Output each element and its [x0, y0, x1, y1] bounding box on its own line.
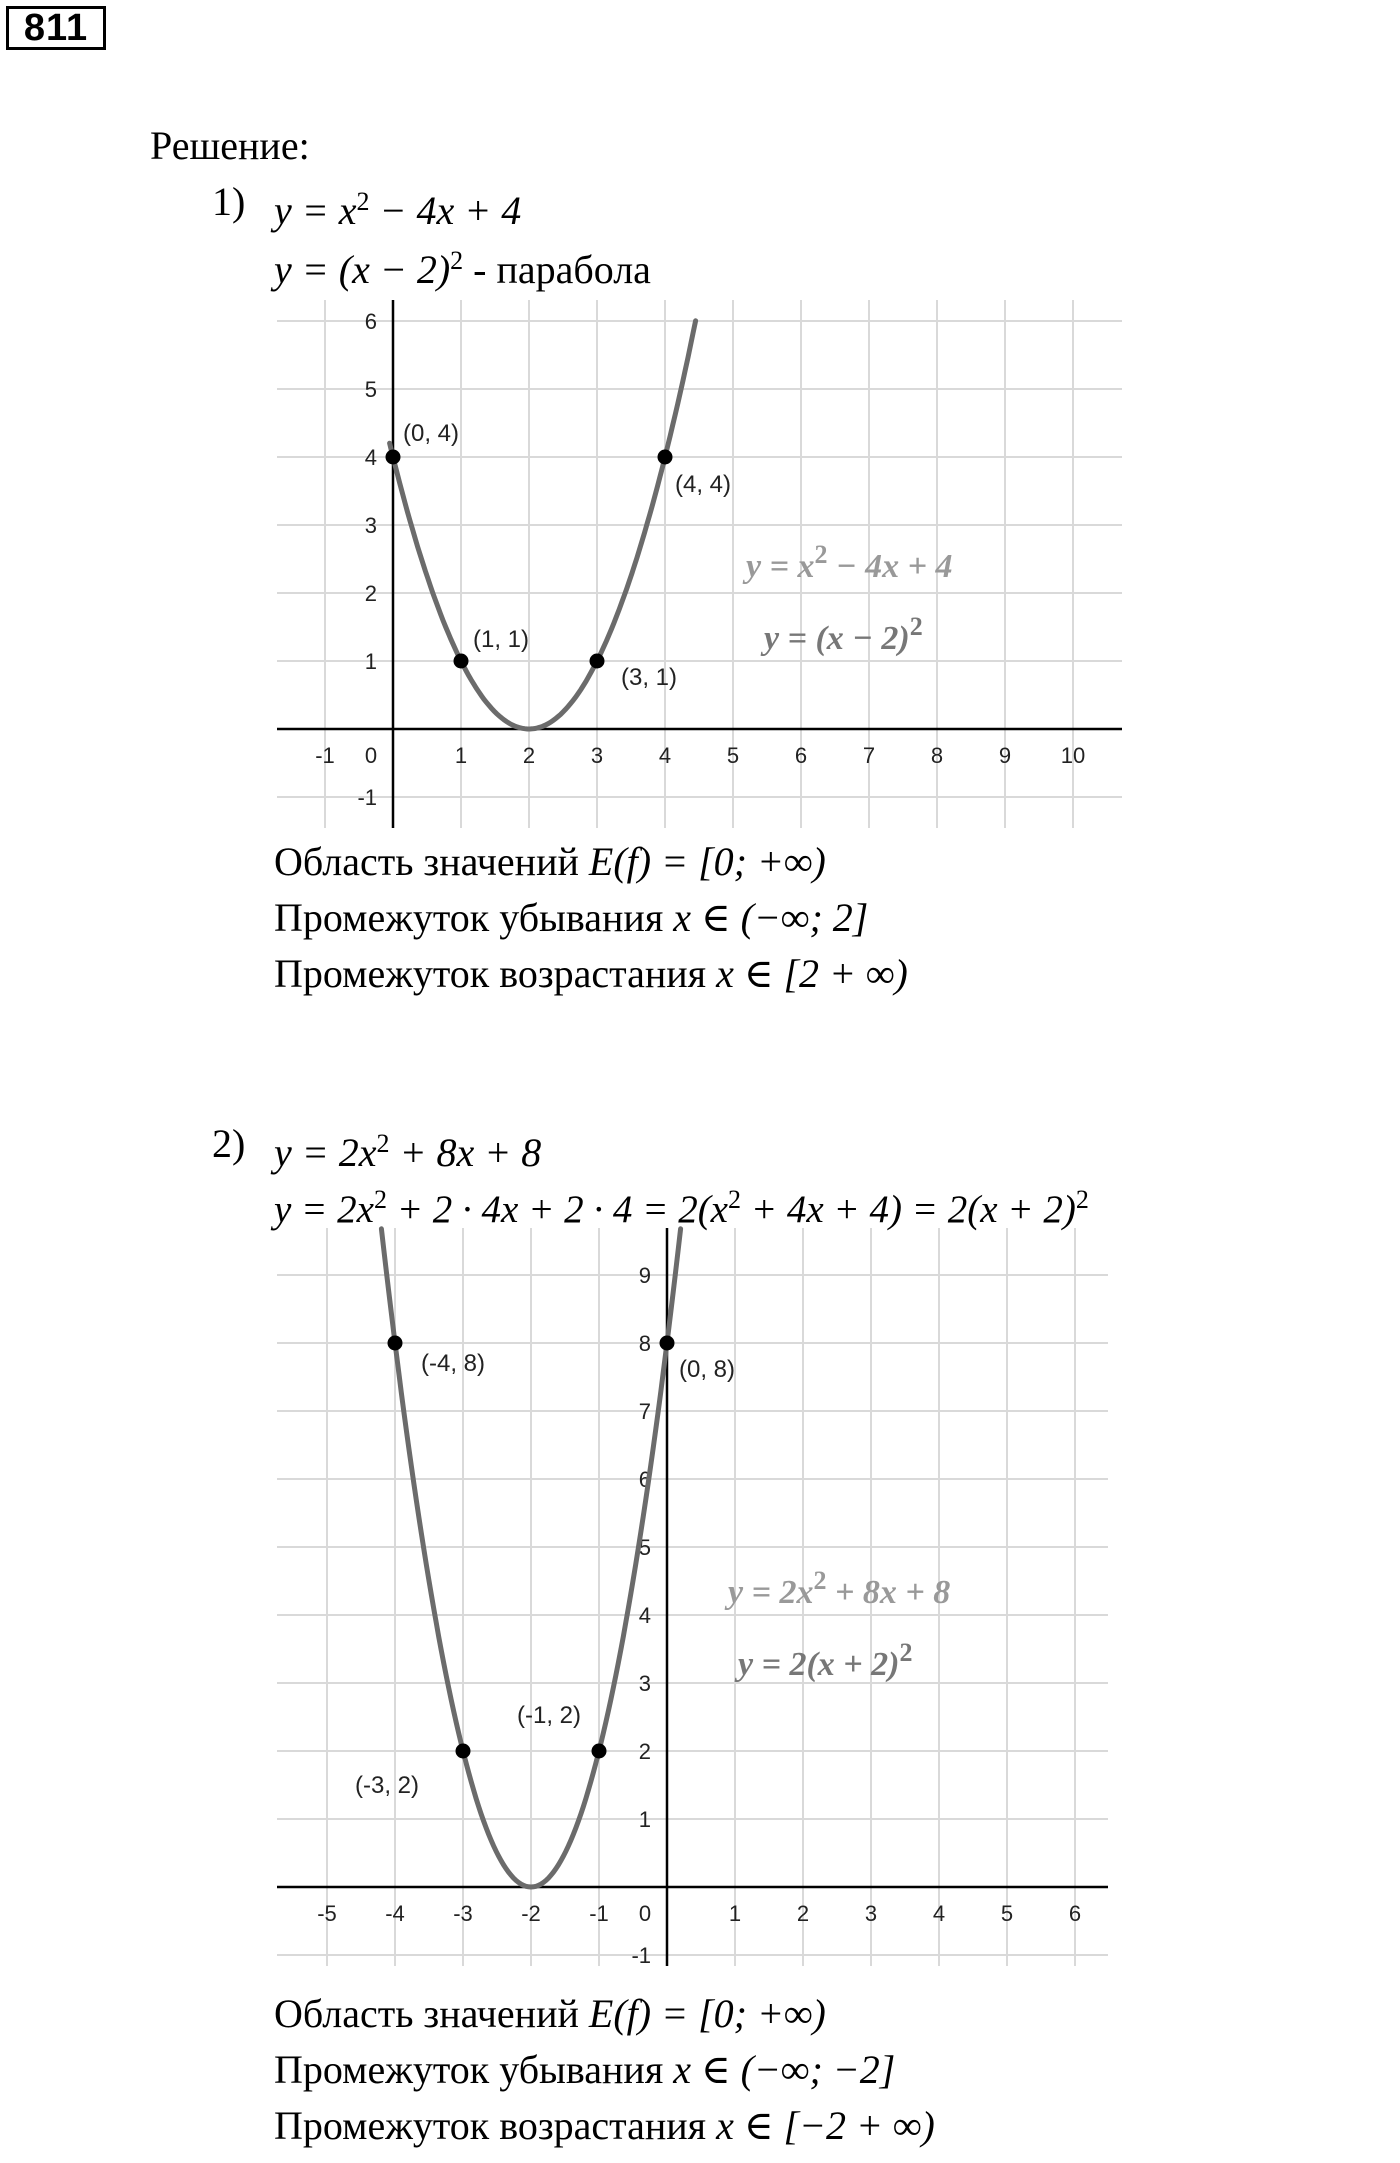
x-tick-label: -4 [385, 1901, 405, 1926]
y-tick-label: 1 [364, 649, 377, 674]
increase-label: Промежуток возрастания [274, 951, 717, 996]
graph2-label-1 [728, 1566, 950, 1612]
data-point [386, 450, 401, 465]
eq-rhs: - парабола [463, 247, 651, 292]
graph-2 [277, 1228, 1108, 1968]
y-tick-label: 7 [638, 1399, 651, 1424]
graph1-label-1 [746, 540, 952, 586]
part1-number: 1) [212, 179, 246, 224]
point-label: (0, 8) [679, 1356, 736, 1383]
y-tick-label: 4 [638, 1603, 651, 1628]
data-point [590, 654, 605, 669]
y-tick-label: 3 [638, 1671, 651, 1696]
y-tick-label: 8 [638, 1331, 651, 1356]
decrease-value: x ∈ (−∞; −2] [673, 2047, 896, 2092]
y-tick-label: 2 [364, 581, 377, 606]
label-exponent: 2 [909, 612, 923, 641]
y-tick-label: -1 [631, 1943, 651, 1968]
increase-value: x ∈ [2 + ∞) [716, 951, 908, 996]
label-rest: − 4x + 4 [827, 548, 953, 585]
point-label: (1, 1) [473, 626, 530, 653]
part2-equation-2 [274, 1176, 1089, 1234]
decrease-label: Промежуток убывания [274, 895, 674, 940]
y-tick-label: 3 [364, 513, 377, 538]
x-tick-label: 3 [590, 743, 604, 768]
label-main: y = 2(x + 2) [738, 1646, 900, 1683]
eq-lhs: y = x [274, 188, 357, 233]
graph-1 [277, 300, 1122, 828]
decrease-value: x ∈ (−∞; 2] [673, 895, 869, 940]
point-label: (3, 1) [621, 664, 678, 691]
x-tick-label: 0 [638, 1901, 652, 1926]
x-tick-label: -1 [589, 1901, 609, 1926]
y-tick-label: 4 [364, 445, 377, 470]
x-tick-label: 5 [1000, 1901, 1014, 1926]
data-point [658, 450, 673, 465]
eq-exponent: 2 [376, 1129, 390, 1158]
x-tick-label: 2 [522, 743, 536, 768]
eq-lhs: y = 2x [274, 1130, 377, 1175]
y-tick-label: 1 [638, 1807, 651, 1832]
x-tick-label: -3 [453, 1901, 473, 1926]
point-label: (-1, 2) [517, 1702, 582, 1729]
decrease-label: Промежуток убывания [274, 2047, 674, 2092]
eq-exponent-3: 2 [1075, 1185, 1089, 1214]
x-tick-label: -1 [315, 743, 335, 768]
point-label: (4, 4) [675, 471, 732, 498]
x-tick-label: 3 [864, 1901, 878, 1926]
x-tick-label: 1 [728, 1901, 742, 1926]
label-exponent: 2 [899, 1638, 913, 1667]
x-tick-label: 0 [364, 743, 378, 768]
y-tick-label: 6 [638, 1467, 651, 1492]
point-label: (-4, 8) [421, 1350, 486, 1377]
point-label: (-3, 2) [355, 1772, 420, 1799]
range-label: Область значений [274, 1991, 589, 2036]
x-tick-label: 1 [454, 743, 468, 768]
increase-value: x ∈ [−2 + ∞) [716, 2103, 935, 2148]
eq-part-a: y = 2x [274, 1188, 374, 1231]
solution-heading: Решение: [150, 123, 310, 168]
x-tick-label: 2 [796, 1901, 810, 1926]
eq-exponent-1: 2 [373, 1185, 387, 1214]
x-tick-label: 4 [658, 743, 672, 768]
part2-increase [274, 2102, 935, 2150]
increase-label: Промежуток возрастания [274, 2103, 717, 2148]
eq-rhs: + 8x + 8 [389, 1130, 542, 1175]
graph1-label-2 [764, 612, 923, 658]
label-main: y = 2x [728, 1574, 814, 1611]
y-tick-label: -1 [357, 785, 377, 810]
data-point [388, 1336, 403, 1351]
label-exponent: 2 [814, 540, 828, 569]
data-point [456, 1744, 471, 1759]
y-tick-label: 5 [364, 377, 377, 402]
y-tick-label: 5 [638, 1535, 651, 1560]
label-rest: + 8x + 8 [826, 1574, 951, 1611]
x-tick-label: 9 [998, 743, 1012, 768]
range-value: E(f) = [0; +∞) [588, 839, 826, 884]
data-point [660, 1336, 675, 1351]
graph2-label-2 [738, 1638, 912, 1684]
x-tick-label: -2 [521, 1901, 541, 1926]
eq-rhs: − 4x + 4 [369, 188, 522, 233]
part2-range [274, 1990, 826, 2038]
label-main: y = (x − 2) [764, 620, 910, 657]
x-tick-label: 10 [1060, 743, 1086, 768]
x-tick-label: -5 [317, 1901, 337, 1926]
x-tick-label: 4 [932, 1901, 946, 1926]
range-label: Область значений [274, 839, 589, 884]
part1-increase [274, 950, 908, 998]
eq-lhs: y = (x − 2) [274, 247, 451, 292]
y-tick-label: 9 [638, 1263, 651, 1288]
x-tick-label: 5 [726, 743, 740, 768]
part2-decrease [274, 2046, 895, 2094]
y-tick-label: 2 [638, 1739, 651, 1764]
y-tick-label: 6 [364, 309, 377, 334]
eq-exponent: 2 [450, 246, 464, 275]
data-point [592, 1744, 607, 1759]
x-tick-label: 6 [794, 743, 808, 768]
eq-exponent: 2 [356, 187, 370, 216]
x-tick-label: 6 [1068, 1901, 1082, 1926]
problem-number: 811 [6, 6, 106, 50]
data-point [454, 654, 469, 669]
range-value: E(f) = [0; +∞) [588, 1991, 826, 2036]
part1-range [274, 838, 826, 886]
part2-number: 2) [212, 1121, 246, 1166]
label-main: y = x [746, 548, 815, 585]
x-tick-label: 8 [930, 743, 944, 768]
point-label: (0, 4) [403, 420, 460, 447]
eq-part-b: + 2 · 4x + 2 · 4 = 2(x [386, 1188, 728, 1231]
label-exponent: 2 [813, 1566, 827, 1595]
part1-decrease [274, 894, 868, 942]
x-tick-label: 7 [862, 743, 876, 768]
eq-exponent-2: 2 [728, 1185, 741, 1214]
part2-equation-1 [274, 1120, 541, 1177]
eq-part-c: + 4x + 4) = 2(x + 2) [741, 1188, 1076, 1231]
